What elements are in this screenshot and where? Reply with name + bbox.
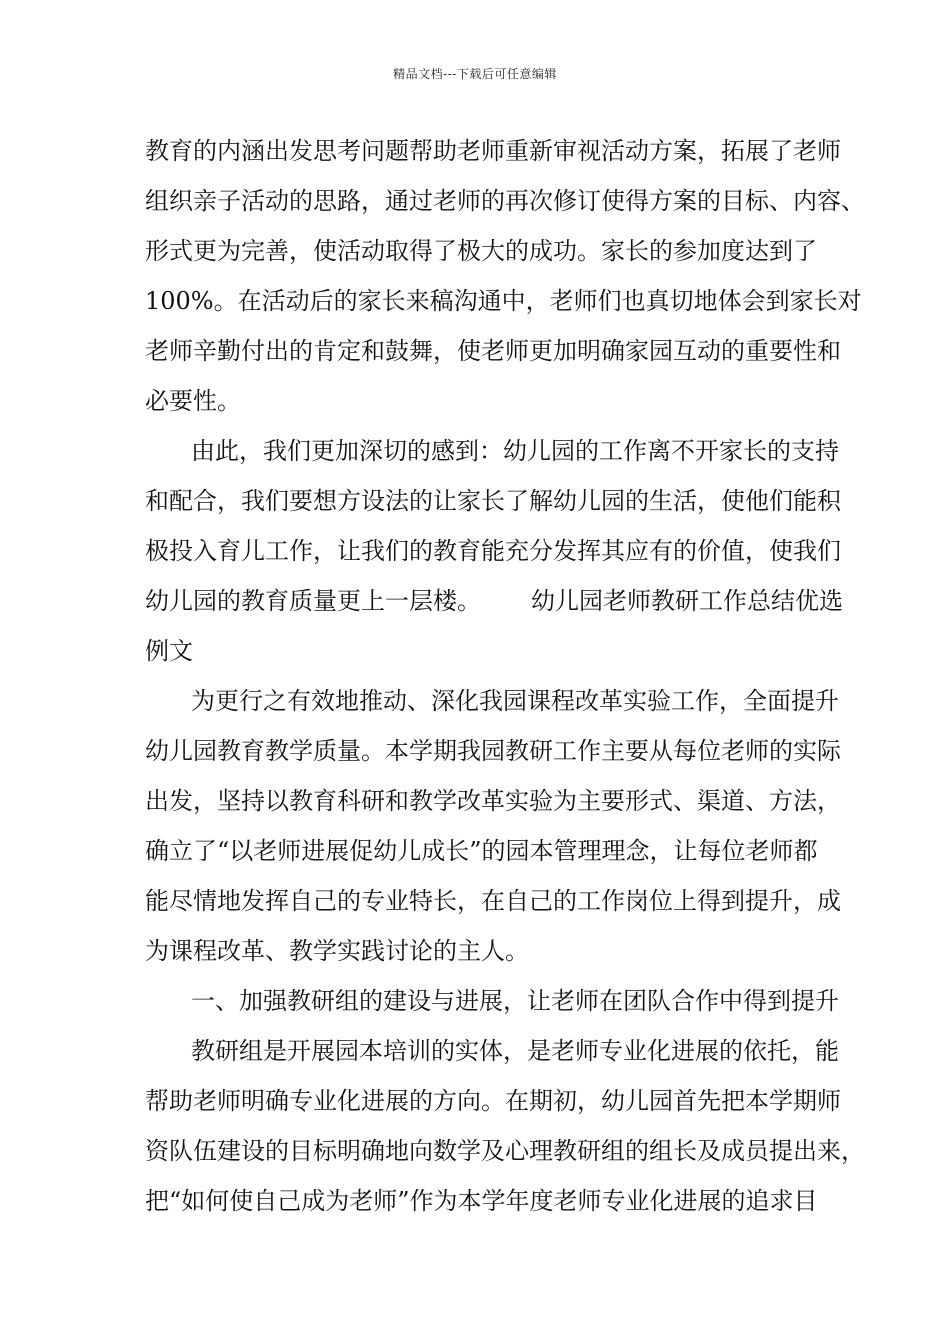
paragraph-line: 确立了“以老师进展促幼儿成长”的园本管理理念，让每位老师都 — [145, 837, 818, 865]
paragraph-line: 帮助老师明确专业化进展的方向。在期初，幼儿园首先把本学期师 — [145, 1087, 841, 1115]
paragraph-line: 必要性。 — [145, 387, 241, 415]
paragraph-line: 把“如何使自己成为老师”作为本学年度老师专业化进展的追求目 — [145, 1187, 818, 1215]
paragraph-line: 100%。在活动后的家长来稿沟通中，老师们也真切地体会到家长对 — [145, 287, 862, 315]
paragraph-line-text: 幼儿园的教育质量更上一层楼。 — [145, 587, 481, 615]
page-header: 精品文档---下载后可任意编辑 — [393, 67, 557, 81]
document-body — [145, 126, 865, 1226]
section-title-continued: 例文 — [145, 637, 193, 665]
paragraph-line: 教研组是开展园本培训的实体，是老师专业化进展的依托，能 — [191, 1037, 839, 1065]
paragraph-line: 为课程改革、教学实践讨论的主人。 — [145, 937, 529, 965]
paragraph-line: 为更行之有效地推动、深化我园课程改革实验工作，全面提升 — [191, 687, 839, 715]
subsection-heading: 一、加强教研组的建设与进展，让老师在团队合作中得到提升 — [191, 987, 839, 1015]
paragraph-line: 资队伍建设的目标明确地向数学及心理教研组的组长及成员提出来， — [145, 1137, 865, 1165]
paragraph-line: 出发，坚持以教育科研和教学改革实验为主要形式、渠道、方法， — [145, 787, 841, 815]
paragraph-line: 老师辛勤付出的肯定和鼓舞，使老师更加明确家园互动的重要性和 — [145, 337, 841, 365]
paragraph-line: 幼儿园教育教学质量。本学期我园教研工作主要从每位老师的实际 — [145, 737, 841, 765]
paragraph-line: 教育的内涵出发思考问题帮助老师重新审视活动方案，拓展了老师 — [145, 137, 841, 165]
section-title: 幼儿园老师教研工作总结优选 — [531, 587, 843, 615]
paragraph-line: 能尽情地发挥自己的专业特长，在自己的工作岗位上得到提升，成 — [145, 887, 841, 915]
paragraph-line: 极投入育儿工作，让我们的教育能充分发挥其应有的价值，使我们 — [145, 537, 841, 565]
paragraph-line: 形式更为完善，使活动取得了极大的成功。家长的参加度达到了 — [145, 237, 817, 265]
paragraph-line-with-title — [145, 576, 843, 626]
paragraph-line: 组织亲子活动的思路，通过老师的再次修订使得方案的目标、内容、 — [145, 187, 865, 215]
paragraph-line: 和配合，我们要想方设法的让家长了解幼儿园的生活，使他们能积 — [145, 487, 841, 515]
paragraph-line: 由此，我们更加深切的感到：幼儿园的工作离不开家长的支持 — [191, 437, 839, 465]
